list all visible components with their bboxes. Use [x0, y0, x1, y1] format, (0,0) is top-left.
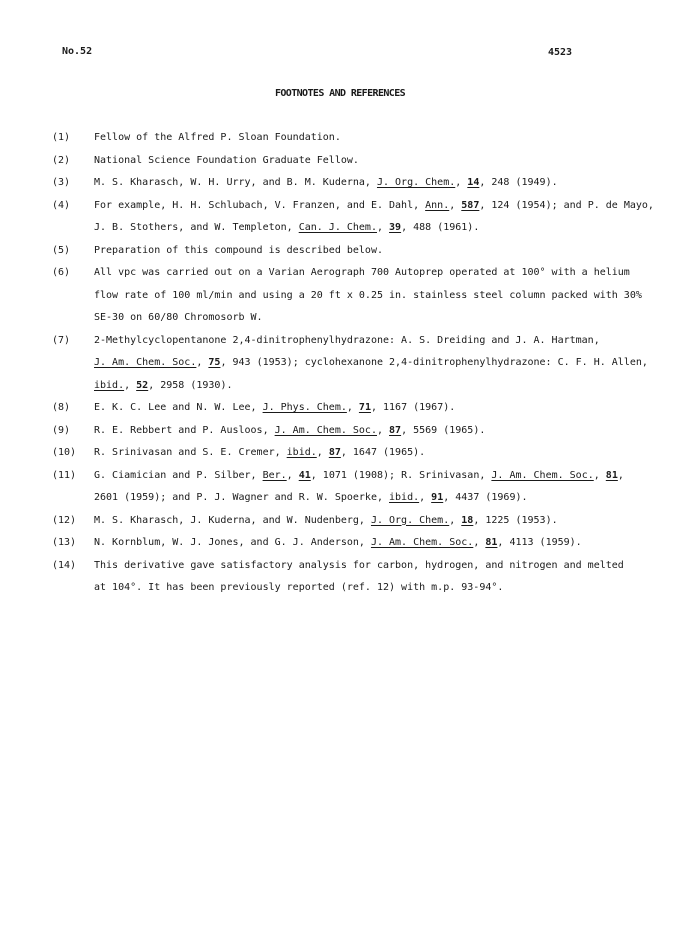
reference-text: M. S. Kharasch, J. Kuderna, and W. Nudenberg,: [94, 514, 371, 526]
reference-number: (1): [52, 132, 71, 143]
reference-item: [52, 262, 642, 330]
volume-number: 91: [431, 492, 444, 503]
reference-item: [52, 442, 612, 465]
reference-line: [94, 307, 612, 330]
reference-text: ,: [419, 492, 432, 503]
reference-line: [94, 262, 630, 285]
reference-item: [52, 330, 648, 398]
reference-line: [94, 330, 612, 353]
reference-text: ,: [449, 514, 462, 526]
reference-item: [52, 172, 612, 195]
volume-number: 81: [485, 537, 498, 548]
reference-text: R. Srinivasan and S. E. Cremer,: [94, 447, 287, 458]
reference-text: J. B. Stothers, and W. Templeton,: [94, 222, 299, 233]
reference-line: [94, 532, 612, 555]
reference-text: ,: [316, 447, 329, 458]
reference-item: [52, 555, 624, 600]
reference-text: ,: [593, 469, 606, 481]
reference-text: ,: [124, 379, 137, 391]
reference-number: (6): [52, 267, 71, 278]
reference-text: 2-Methylcyclopentanone 2,4-dinitrophenylhydrazone: A. S. Dreiding and J. A. Hartman,: [94, 334, 600, 346]
reference-text: , 1167 (1967).: [370, 402, 456, 413]
reference-text: All vpc was carried out on a Varian Aerograph 700 Autoprep operated at 100° with a helium: [94, 267, 630, 278]
reference-line: [94, 285, 642, 308]
reference-text: , 943 (1953); cyclohexanone 2,4-dinitrophenylhydrazone: C. F. H. Allen,: [220, 357, 648, 368]
reference-line: [94, 195, 654, 218]
reference-text: flow rate of 100 ml/min and using a 20 ft x 0.25 in. stainless steel column packed with 30%: [94, 289, 642, 301]
reference-item: [52, 510, 612, 533]
journal-title: J. Org. Chem.: [370, 514, 450, 526]
volume-number: 71: [358, 402, 371, 413]
reference-line: [94, 555, 624, 578]
reference-line: [94, 510, 612, 533]
volume-number: 81: [605, 469, 618, 481]
reference-item: [52, 195, 654, 240]
journal-title: J. Org. Chem.: [376, 177, 456, 188]
reference-line: [94, 465, 624, 488]
reference-number: (7): [52, 334, 71, 346]
section-title: FOOTNOTES AND REFERENCES: [274, 88, 406, 99]
reference-text: M. S. Kharasch, W. H. Urry, and B. M. Kuderna,: [94, 177, 377, 188]
journal-title: J. Am. Chem. Soc.: [491, 469, 594, 481]
reference-text: , 124 (1954); and P. de Mayo,: [479, 199, 654, 211]
reference-line: [94, 375, 612, 398]
journal-title: J. Am. Chem. Soc.: [94, 357, 197, 368]
reference-text: ,: [376, 424, 390, 436]
reference-text: N. Kornblum, W. J. Jones, and G. J. Anderson,: [94, 537, 371, 548]
reference-item: [52, 150, 612, 173]
volume-number: 52: [136, 379, 149, 391]
page-number: 4523: [548, 47, 573, 58]
journal-title: Ber.: [262, 469, 287, 481]
reference-text: ,: [286, 469, 299, 481]
reference-text: SE-30 on 60/80 Chromosorb W.: [94, 312, 263, 323]
volume-number: 75: [208, 357, 221, 368]
reference-line: [94, 352, 648, 375]
volume-number: 41: [298, 469, 311, 481]
reference-text: ,: [196, 357, 209, 368]
reference-item: [52, 420, 612, 443]
reference-number: (5): [52, 244, 71, 256]
reference-text: R. E. Rebbert and P. Ausloos,: [94, 424, 275, 436]
reference-line: [94, 487, 612, 510]
volume-number: 39: [389, 222, 402, 233]
reference-text: Fellow of the Alfred P. Sloan Foundation.: [94, 132, 341, 143]
reference-text: This derivative gave satisfactory analysis for carbon, hydrogen, and nitrogen and melted: [94, 559, 624, 571]
volume-number: 587: [461, 199, 480, 211]
reference-text: ,: [617, 469, 624, 481]
reference-text: ,: [346, 402, 359, 413]
reference-item: [52, 240, 612, 263]
reference-line: [94, 172, 612, 195]
reference-line: [94, 127, 612, 150]
reference-line: [94, 442, 612, 465]
reference-text: , 248 (1949).: [479, 177, 558, 188]
reference-line: [94, 397, 612, 420]
volume-number: 18: [461, 514, 474, 526]
journal-title: ibid.: [389, 492, 420, 503]
volume-number: 14: [467, 177, 480, 188]
reference-text: ,: [473, 537, 486, 548]
reference-text: , 4437 (1969).: [443, 492, 528, 503]
journal-title: J. Am. Chem. Soc.: [370, 537, 474, 548]
journal-title: ibid.: [286, 447, 317, 458]
reference-item: [52, 127, 612, 150]
journal-issue-number: No.52: [62, 46, 93, 57]
reference-item: [52, 532, 612, 555]
reference-number: (8): [52, 402, 71, 413]
reference-text: G. Ciamician and P. Silber,: [94, 469, 263, 481]
journal-title: J. Phys. Chem.: [262, 402, 347, 413]
reference-text: , 4113 (1959).: [497, 537, 582, 548]
reference-number: (4): [52, 199, 71, 211]
reference-text: , 1225 (1953).: [473, 514, 558, 526]
reference-line: [94, 420, 612, 443]
reference-text: , 1071 (1908); R. Srinivasan,: [310, 469, 492, 481]
reference-number: (14): [52, 559, 77, 571]
journal-title: J. Am. Chem. Soc.: [274, 424, 377, 436]
reference-number: (9): [52, 424, 71, 436]
reference-text: 2601 (1959); and P. J. Wagner and R. W. Spoerke,: [94, 492, 390, 503]
reference-text: at 104°. It has been previously reported (ref. 12) with m.p. 93-94°.: [94, 582, 504, 593]
reference-text: , 488 (1961).: [401, 222, 480, 233]
reference-line: [94, 240, 612, 263]
reference-number: (10): [52, 447, 77, 458]
journal-title: ibid.: [94, 379, 125, 391]
reference-text: , 2958 (1930).: [148, 379, 233, 391]
reference-text: , 5569 (1965).: [401, 424, 486, 436]
reference-number: (13): [52, 537, 77, 548]
reference-item: [52, 465, 624, 510]
reference-number: (3): [52, 177, 71, 188]
reference-line: [94, 150, 612, 173]
reference-number: (11): [52, 469, 77, 481]
reference-item: [52, 397, 612, 420]
reference-text: Preparation of this compound is described below.: [94, 244, 383, 256]
volume-number: 87: [328, 447, 341, 458]
reference-number: (12): [52, 514, 77, 526]
reference-text: ,: [455, 177, 468, 188]
reference-text: ,: [449, 199, 462, 211]
reference-list: [52, 127, 654, 600]
reference-text: National Science Foundation Graduate Fellow.: [94, 154, 359, 166]
reference-line: [94, 217, 612, 240]
reference-number: (2): [52, 154, 71, 166]
volume-number: 87: [389, 424, 402, 436]
journal-title: Can. J. Chem.: [298, 222, 377, 233]
reference-text: ,: [376, 222, 390, 233]
reference-text: E. K. C. Lee and N. W. Lee,: [94, 402, 263, 413]
reference-line: [94, 577, 612, 600]
reference-text: , 1647 (1965).: [340, 447, 426, 458]
reference-text: For example, H. H. Schlubach, V. Franzen, and E. Dahl,: [94, 199, 426, 211]
journal-title: Ann.: [425, 199, 450, 211]
